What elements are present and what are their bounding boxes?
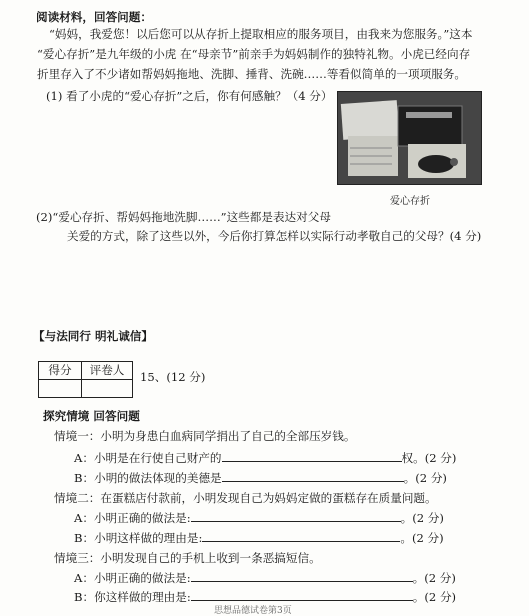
scenario-1-a-prompt: A：小明是在行使自己财产的 [74,451,222,465]
scenario-3-intro: 情境三：小明发现自己的手机上收到一条恶搞短信。 [54,551,321,565]
scenario-3-a-points: 。(2 分) [412,571,456,585]
section-title: 【与法同行 明礼诚信】 [33,329,153,343]
scenario-2-b-points: 。(2 分) [400,531,444,545]
page-footer: 思想品德试卷第3页 [214,606,292,616]
scenario-3-b-blank[interactable] [191,589,413,601]
scenario-3-b-points: 。(2 分) [412,590,457,604]
score-header: 得分 [39,362,82,380]
scenario-1-a-blank[interactable] [222,450,402,462]
reading-paragraph-line-3: 折里存入了不少诸如帮妈妈拖地、洗脚、捶背、洗碗……等看似简单的一项项服务。 [37,67,466,81]
score-cell [39,380,82,398]
scenario-1-b-blank[interactable] [222,470,404,482]
scenario-3-answer-a [74,570,456,586]
scenario-3-b-prompt: B：你这样做的理由是: [74,590,191,604]
scenario-3-a-prompt: A：小明正确的做法是: [74,571,191,585]
photo-caption: 爱心存折 [390,196,430,207]
scenario-2-a-points: 。(2 分) [400,511,444,525]
question-2-line-1: (2)“爱心存折、帮妈妈拖地洗脚……”这些都是表达对父母 [36,210,331,224]
scenario-2-a-blank[interactable] [191,510,401,522]
scenario-1-b-prompt: B：小明的做法体现的美德是 [74,471,222,485]
scenario-1-intro: 情境一：小明为身患白血病同学捐出了自己的全部压岁钱。 [54,429,356,443]
scenario-2-b-blank[interactable] [202,530,400,542]
reading-header: 阅读材料，回答问题： [36,10,152,24]
question-2-line-2: 关爱的方式，除了这些以外，今后你打算怎样以实际行动孝敬自己的父母？(4 分) [67,229,482,243]
scenario-1-answer-b [74,470,447,486]
scenario-2-b-prompt: B：小明这样做的理由是: [74,531,203,545]
scenario-1-a-points: 权。(2 分) [401,451,457,465]
scenario-1-b-points: 。(2 分) [403,471,447,485]
passbook-illustration [338,92,481,184]
grader-cell [82,380,133,398]
passbook-photo [337,91,482,185]
inquiry-heading: 探究情境 回答问题 [43,409,140,423]
scenario-3-a-blank[interactable] [191,570,413,582]
scenario-2-answer-b [74,530,444,546]
scenario-2-answer-a [74,510,444,526]
reading-paragraph-line-2: “爱心存折”是九年级的小虎 在“母亲节”前亲手为妈妈制作的独特礼物。小虎已经向存 [37,47,471,61]
question-15-label: 15、(12 分) [140,370,206,384]
scenario-2-a-prompt: A：小明正确的做法是: [74,511,191,525]
grader-header: 评卷人 [82,362,133,380]
scenario-1-answer-a [74,450,456,466]
reading-paragraph-line-1: “妈妈，我爱您！以后您可以从存折上提取相应的服务项目，由我来为您服务。”这本 [49,27,473,41]
question-1: (1) 看了小虎的“爱心存折”之后，你有何感触？（4 分） [46,89,333,103]
score-table [38,361,133,398]
scenario-2-intro: 情境二：在蛋糕店付款前，小明发现自己为妈妈定做的蛋糕存在质量问题。 [54,491,437,505]
